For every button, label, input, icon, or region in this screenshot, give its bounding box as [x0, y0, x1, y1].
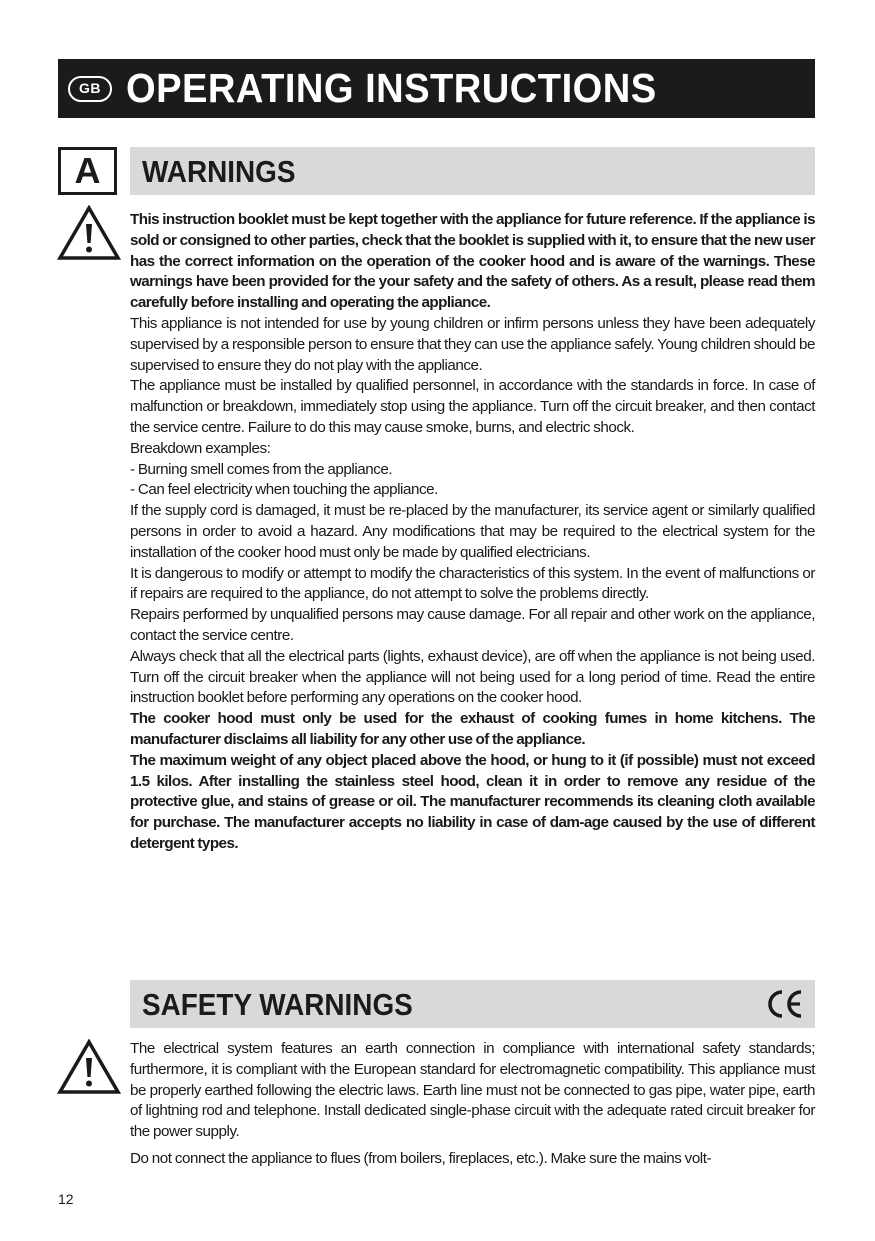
safety-warnings-text: [130, 1039, 815, 1170]
safety-paragraph: Do not connect the appliance to flues (from boilers, fireplaces, etc.). Make sure the mains volt-: [130, 1149, 712, 1167]
warning-triangle-icon: [57, 1039, 121, 1095]
warnings-paragraph: If the supply cord is damaged, it must be re-placed by the manufacturer, its service agent or similarly qualified persons in order to avoid a hazard. Any modifications that may be required to the electrical system for the installation of the cooker hood must only be made by qualified electricians.: [130, 502, 815, 561]
warnings-paragraph: The maximum weight of any object placed above the hood, or hung to it (if possible) must not exceed 1.5 kilos. After installing the stainless steel hood, clean it in order to remove any residue of the protective glue, and stains of grease or oil. The manufacturer recommends its cleaning cloth available for purchase. The manufacturer accepts no liability in case of dam-age caused by the use of different detergent types.: [130, 751, 815, 852]
safety-paragraph: The electrical system features an earth connection in compliance with international safety standards; furthermore, it is compliant with the European standard for electromagnetic compatibility. This appliance must be properly earthed following the electric laws. Earth line must not be connected to gas pipe, water pipe, earth of lightning rod and telephone. Install dedicated single-phase circuit with the adequate rated circuit breaker for the power supply.: [130, 1040, 815, 1141]
warnings-list-item: - Burning smell comes from the appliance.: [130, 460, 393, 478]
warnings-paragraph: Repairs performed by unqualified persons may cause damage. For all repair and other work on the appliance, contact the service centre.: [130, 606, 815, 644]
warnings-paragraph: Breakdown examples:: [130, 439, 271, 457]
page-number: 12: [58, 1191, 74, 1207]
warnings-paragraph: The appliance must be installed by qualified personnel, in accordance with the standards in force. In case of malfunction or breakdown, immediately stop using the appliance. Turn off the circuit breaker, and then contact the service centre. Failure to do this may cause smoke, burns, and electric shock.: [130, 377, 815, 436]
language-badge: GB: [68, 76, 112, 102]
section-letter-box: A: [58, 147, 117, 195]
title-bar: [58, 59, 815, 118]
safety-warnings-header-bar: [130, 980, 815, 1028]
warnings-title: WARNINGS: [142, 154, 296, 189]
warning-triangle-icon: [57, 205, 121, 261]
warnings-list-item: - Can feel electricity when touching the appliance.: [130, 481, 438, 499]
safety-warnings-title: SAFETY WARNINGS: [142, 987, 413, 1022]
page-title: OPERATING INSTRUCTIONS: [126, 65, 657, 111]
warnings-text: [130, 210, 815, 855]
warnings-header-bar: [130, 147, 815, 195]
ce-mark-icon: [765, 988, 805, 1020]
warnings-paragraph: This instruction booklet must be kept together with the appliance for future reference. If the appliance is sold or consigned to other parties, check that the booklet is supplied with it, to ensure that the new user has the correct information on the operation of the cooker hood and is aware of the warnings. These warnings have been provided for the your safety and the safety of others. As a result, please read them carefully before installing and operating the appliance.: [130, 211, 815, 312]
warnings-paragraph: Always check that all the electrical parts (lights, exhaust device), are off when the appliance is not being used. Turn off the circuit breaker when the appliance will not being used for a long period of time. Read the entire instruction booklet before performing any operations on the cooker hood.: [130, 647, 815, 707]
warnings-paragraph: It is dangerous to modify or attempt to modify the characteristics of this system. In the event of malfunctions or if repairs are required to the appliance, do not attempt to solve the problems directly.: [130, 564, 815, 603]
warnings-paragraph: The cooker hood must only be used for the exhaust of cooking fumes in home kitchens. The manufacturer disclaims all liability for any other use of the appliance.: [130, 710, 815, 748]
warnings-paragraph: This appliance is not intended for use by young children or infirm persons unless they have been adequately supervised by a responsible person to ensure that they can use the appliance safely. Young children should be supervised to ensure they do not play with the appliance.: [130, 314, 815, 374]
